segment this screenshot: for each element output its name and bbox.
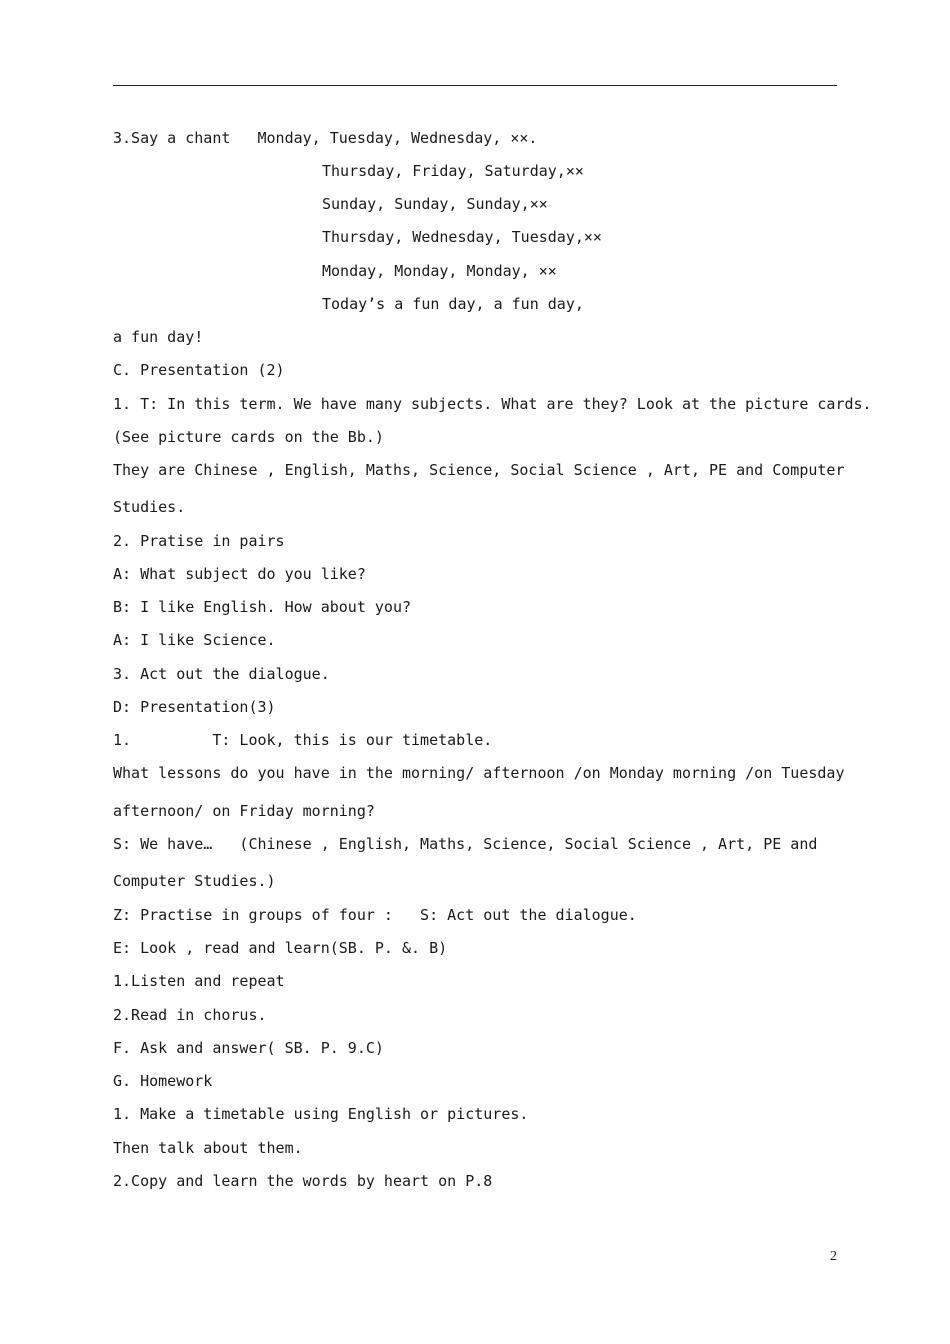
text-line: Computer Studies.) — [113, 872, 276, 890]
chant-line-3: Sunday, Sunday, Sunday,×× — [322, 195, 548, 213]
chant-line-5: Monday, Monday, Monday, ×× — [322, 262, 557, 280]
dialogue-line: A: What subject do you like? — [113, 565, 366, 583]
text-line: S: We have… (Chinese , English, Maths, Science, Social Science , Art, PE and — [113, 835, 818, 853]
text-line: afternoon/ on Friday morning? — [113, 802, 375, 820]
text-line: 2.Copy and learn the words by heart on P.8 — [113, 1172, 493, 1190]
page-number: 2 — [830, 1249, 837, 1264]
section-heading-e: E: Look , read and learn(SB. P. &. B) — [113, 939, 448, 957]
text-line: 2. Pratise in pairs — [113, 532, 285, 550]
dialogue-line: A: I like Science. — [113, 631, 276, 649]
chant-line-6: Today’s a fun day, a fun day, — [322, 295, 584, 313]
text-line: What lessons do you have in the morning/ afternoon /on Monday morning /on Tuesday — [113, 764, 845, 782]
text-line: 1.Listen and repeat — [113, 972, 285, 990]
section-heading-c: C. Presentation (2) — [113, 361, 285, 379]
text-line: They are Chinese , English, Maths, Science, Social Science , Art, PE and Computer — [113, 461, 845, 479]
dialogue-line: B: I like English. How about you? — [113, 598, 412, 616]
section-heading-g: G. Homework — [113, 1072, 213, 1090]
text-line: Then talk about them. — [113, 1139, 303, 1157]
text-line: 1. Make a timetable using English or pictures. — [113, 1105, 529, 1123]
chant-line-4: Thursday, Wednesday, Tuesday,×× — [322, 228, 602, 246]
section-heading-d: D: Presentation(3) — [113, 698, 276, 716]
text-line: (See picture cards on the Bb.) — [113, 428, 384, 446]
text-line: 3. Act out the dialogue. — [113, 665, 330, 683]
header-rule — [113, 85, 837, 86]
chant-line-2: Thursday, Friday, Saturday,×× — [322, 162, 584, 180]
chant-line-7: a fun day! — [113, 328, 204, 346]
text-line: Z: Practise in groups of four : S: Act out the dialogue. — [113, 906, 637, 924]
chant-line-1: 3.Say a chant Monday, Tuesday, Wednesday, ××. — [113, 129, 538, 147]
section-heading-f: F. Ask and answer( SB. P. 9.C) — [113, 1039, 384, 1057]
text-line: Studies. — [113, 498, 186, 516]
text-line: 1. T: Look, this is our timetable. — [113, 731, 493, 749]
text-line: 2.Read in chorus. — [113, 1006, 267, 1024]
text-line: 1. T: In this term. We have many subjects. What are they? Look at the picture cards. — [113, 395, 872, 413]
